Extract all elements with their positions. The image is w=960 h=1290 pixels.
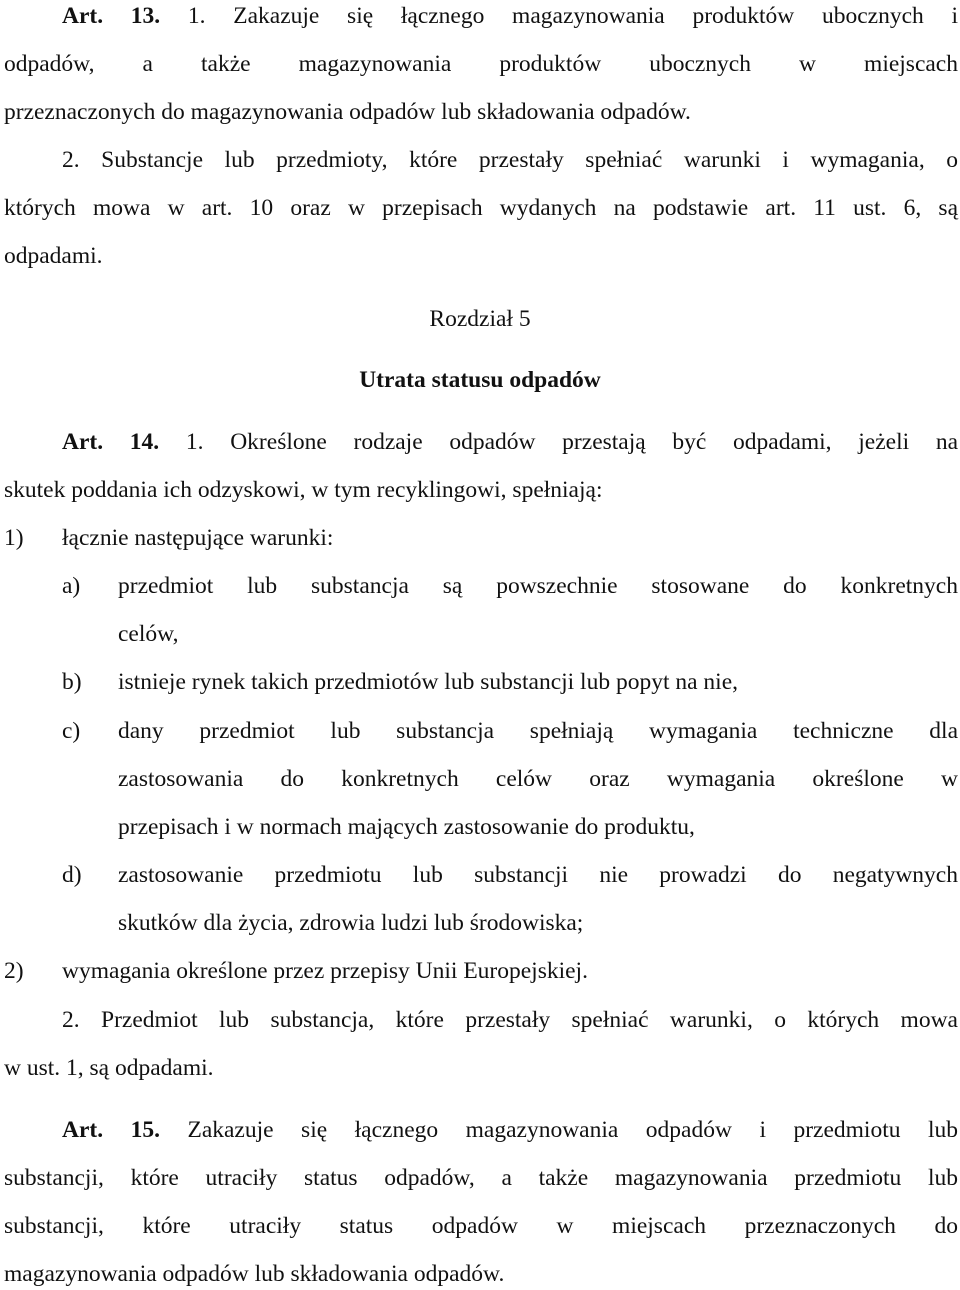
art14-para2-line-2: w ust. 1, są odpadami.	[4, 1055, 214, 1081]
chapter-number: Rozdział 5	[429, 306, 531, 332]
art15-text: Zakazuje się łącznego magazynowania odpadów i przedmiotu lub	[187, 1117, 958, 1143]
art15-label: Art. 15.	[62, 1117, 160, 1143]
art14-label: Art. 14.	[62, 429, 160, 455]
art14-para2-line-1: 2. Przedmiot lub substancja, które przestały spełniać warunki, o których mowa	[62, 1007, 958, 1033]
art13-line-6: odpadami.	[4, 243, 103, 269]
item-b-line-1: istnieje rynek takich przedmiotów lub substancji lub popyt na nie,	[118, 669, 739, 695]
chapter-title: Utrata statusu odpadów	[359, 367, 601, 393]
item-letter-a: a)	[62, 573, 81, 599]
art13-line-1	[62, 2, 958, 30]
item-c-line-3: przepisach i w normach mających zastosowanie do produktu,	[118, 814, 695, 840]
item-d-line-1: zastosowanie przedmiotu lub substancji nie prowadzi do negatywnych	[118, 862, 958, 888]
item-c-line-1: dany przedmiot lub substancja spełniają wymagania techniczne dla	[118, 718, 958, 744]
art14-line-2: skutek poddania ich odzyskowi, w tym recyklingowi, spełniają:	[4, 477, 603, 503]
item-a-line-2: celów,	[118, 621, 179, 647]
item-a-line-1: przedmiot lub substancja są powszechnie stosowane do konkretnych	[118, 573, 958, 599]
art13-para1-text: 1. Zakazuje się łącznego magazynowania produktów ubocznych i	[187, 3, 959, 29]
art15-line-4: magazynowania odpadów lub składowania odpadów.	[4, 1261, 505, 1287]
item-letter-d: d)	[62, 862, 82, 888]
art14-line-1	[62, 428, 958, 456]
art13-label: Art. 13.	[62, 3, 161, 29]
art15-line-2: substancji, które utraciły status odpadów, a także magazynowania przedmiotu lub	[4, 1165, 958, 1191]
art13-line-5: których mowa w art. 10 oraz w przepisach wydanych na podstawie art. 11 ust. 6, są	[4, 195, 958, 221]
point-number: 2)	[4, 958, 24, 984]
point-text: wymagania określone przez przepisy Unii Europejskiej.	[62, 958, 588, 984]
item-c-line-2: zastosowania do konkretnych celów oraz wymagania określone w	[118, 766, 958, 792]
art15-line-1	[62, 1116, 958, 1144]
art15-line-3: substancji, które utraciły status odpadów w miejscach przeznaczonych do	[4, 1213, 958, 1239]
item-letter-c: c)	[62, 718, 81, 744]
art14-para1-text: 1. Określone rodzaje odpadów przestają być odpadami, jeżeli na	[185, 429, 959, 455]
art13-line-3: przeznaczonych do magazynowania odpadów lub składowania odpadów.	[4, 99, 691, 125]
art13-line-2: odpadów, a także magazynowania produktów ubocznych w miejscach	[4, 51, 958, 77]
item-d-line-2: skutków dla życia, zdrowia ludzi lub środowiska;	[118, 910, 584, 936]
art14-point-2	[4, 957, 958, 985]
art13-line-4: 2. Substancje lub przedmioty, które przestały spełniać warunki i wymagania, o	[62, 147, 958, 173]
point-number: 1)	[4, 525, 24, 551]
art14-point-1	[4, 524, 958, 552]
item-letter-b: b)	[62, 669, 82, 695]
point-text: łącznie następujące warunki:	[62, 525, 334, 551]
